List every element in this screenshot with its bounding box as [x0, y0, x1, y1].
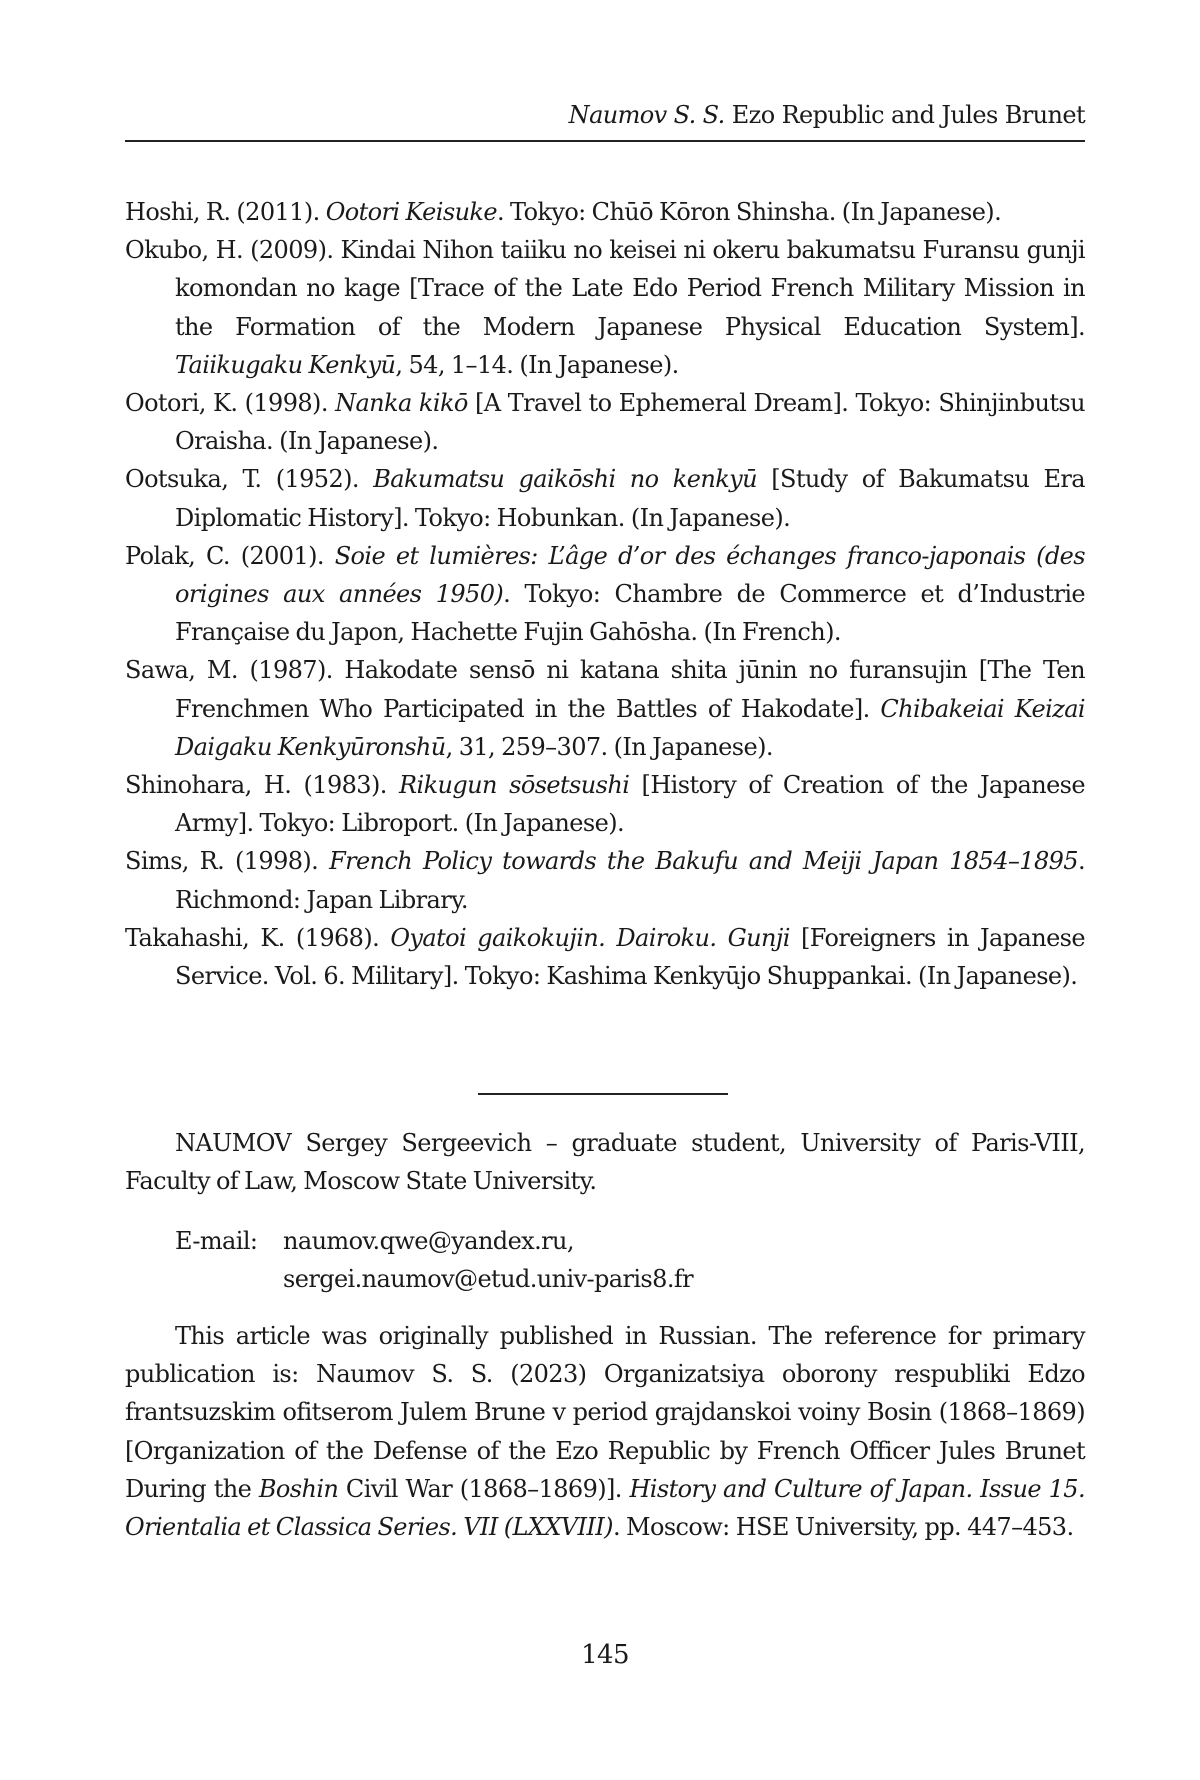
- reference-text: Sims, R. (1998).: [125, 847, 330, 876]
- header-rule: [125, 140, 1085, 142]
- email-label-spacer: [175, 1260, 283, 1298]
- reference-entry: [125, 766, 1085, 842]
- reference-text: [Foreigners in Japanese Service. Vol. 6. Military]. Tokyo: Kashima Kenkyūjo Shuppankai. (In Japanese).: [175, 923, 1086, 991]
- reference-text: Shinohara, H. (1983).: [125, 771, 400, 800]
- note-italic: History and Culture of Japan. Issue 15. Orientalia et Classica Series. VII (LXXVIII): [125, 1474, 1085, 1542]
- reference-text: . Tokyo: Chūō Kōron Shinsha. (In Japanese).: [496, 198, 1002, 226]
- note-text: . Moscow: HSE University, pp. 447–453.: [612, 1513, 1074, 1542]
- reference-text: [Study of Bakumatsu Era Diplomatic History]. Tokyo: Hobunkan. (In Japanese).: [175, 465, 1085, 532]
- reference-text: Ootori, K. (1998).: [125, 389, 336, 418]
- email-address[interactable]: sergei.naumov@etud.univ-paris8.fr: [283, 1265, 693, 1294]
- reference-entry: [125, 193, 1085, 231]
- reference-entry: [125, 231, 1085, 384]
- reference-title: Chibakeiai Keizai Daigaku Kenkyūronshū: [175, 694, 1085, 761]
- header-author: Naumov S. S.: [568, 101, 725, 129]
- section-divider: [478, 1093, 728, 1095]
- reference-text: Ootsuka, T. (1952).: [125, 465, 374, 494]
- reference-text: Okubo, H. (2009). Kindai Nihon taiiku no keisei ni okeru bakumatsu Furansu gunji komondan no kage [Trace of the Late Edo Period French Military Mission in the Formation of the Modern Japanese Physical Education System].: [125, 236, 1085, 341]
- email-row: [175, 1222, 1075, 1260]
- reference-text: , 54, 1–14. (In Japanese).: [395, 350, 679, 379]
- reference-text: Hoshi, R. (2011).: [125, 198, 326, 226]
- reference-text: Takahashi, K. (1968).: [125, 923, 391, 952]
- reference-text: [History of Creation of the Japanese Army]. Tokyo: Libroport. (In Japanese).: [175, 771, 1086, 838]
- reference-title: Nanka kikō: [335, 389, 468, 418]
- reference-entry: [125, 460, 1085, 536]
- page-number: 145: [581, 1640, 629, 1670]
- reference-title: Ootori Keisuke: [325, 198, 497, 226]
- reference-title: Taiikugaku Kenkyū: [175, 350, 396, 379]
- reference-entry: [125, 651, 1085, 766]
- reference-text: . Richmond: Japan Library.: [175, 847, 1086, 914]
- reference-title: Soie et lumières: L’âge d’or des échanges franco-japonais (des origines aux années 1950): [175, 541, 1085, 609]
- reference-entry: [125, 537, 1085, 652]
- email-block: [175, 1222, 1075, 1298]
- reference-title: Bakumatsu gaikōshi no kenkyū: [373, 465, 757, 494]
- reference-title: Oyatoi gaikokujin. Dairoku. Gunji: [390, 923, 790, 952]
- note-italic: Boshin: [258, 1474, 339, 1503]
- email-label: E-mail:: [175, 1227, 258, 1255]
- reference-entry: [125, 384, 1085, 460]
- reference-text: , 31, 259–307. (In Japanese).: [445, 732, 773, 761]
- header-title: Ezo Republic and Jules Brunet: [731, 101, 1085, 129]
- running-header: [125, 98, 1085, 132]
- reference-entry: [125, 919, 1085, 995]
- page: [125, 0, 1085, 1780]
- email-address[interactable]: naumov.qwe@yandex.ru,: [283, 1227, 574, 1255]
- email-row: [175, 1260, 1075, 1298]
- author-info: NAUMOV Sergey Sergeevich – graduate student, University of Paris-VIII, Faculty of Law, Moscow State University.: [125, 1129, 1085, 1196]
- reference-text: Polak, C. (2001).: [125, 541, 335, 570]
- reference-text: . Tokyo: Chambre de Commerce et d’Industrie Française du Japon, Hachette Fujin Gahōsha. (In French).: [175, 580, 1085, 647]
- reference-text: Sawa, M. (1987). Hakodate sensō ni katana shita jūnin no furansujin [The Ten Frenchmen Who Participated in the Battles of Hakodate].: [125, 656, 1085, 723]
- note-text: Civil War (1868–1869)].: [338, 1474, 630, 1503]
- publication-note: [125, 1317, 1085, 1546]
- note-text: This article was originally published in Russian. The reference for primary publication is: Naumov S. S. (2023) Organizatsiya oborony respubliki Edzo frantsuzskim ofitserom Julem Brune v period grajdanskoi voiny Bosin (1868–1869) [Organization of the Defense of the Ezo Republic by French Officer Jules Brunet During the: [125, 1322, 1085, 1503]
- reference-title: French Policy towards the Bakufu and Meiji Japan 1854–1895: [329, 847, 1078, 876]
- reference-entry: [125, 842, 1085, 918]
- reference-text: [A Travel to Ephemeral Dream]. Tokyo: Shinjinbutsu Oraisha. (In Japanese).: [175, 389, 1085, 456]
- reference-title: Rikugun sōsetsushi: [399, 771, 630, 800]
- reference-list: [125, 193, 1085, 995]
